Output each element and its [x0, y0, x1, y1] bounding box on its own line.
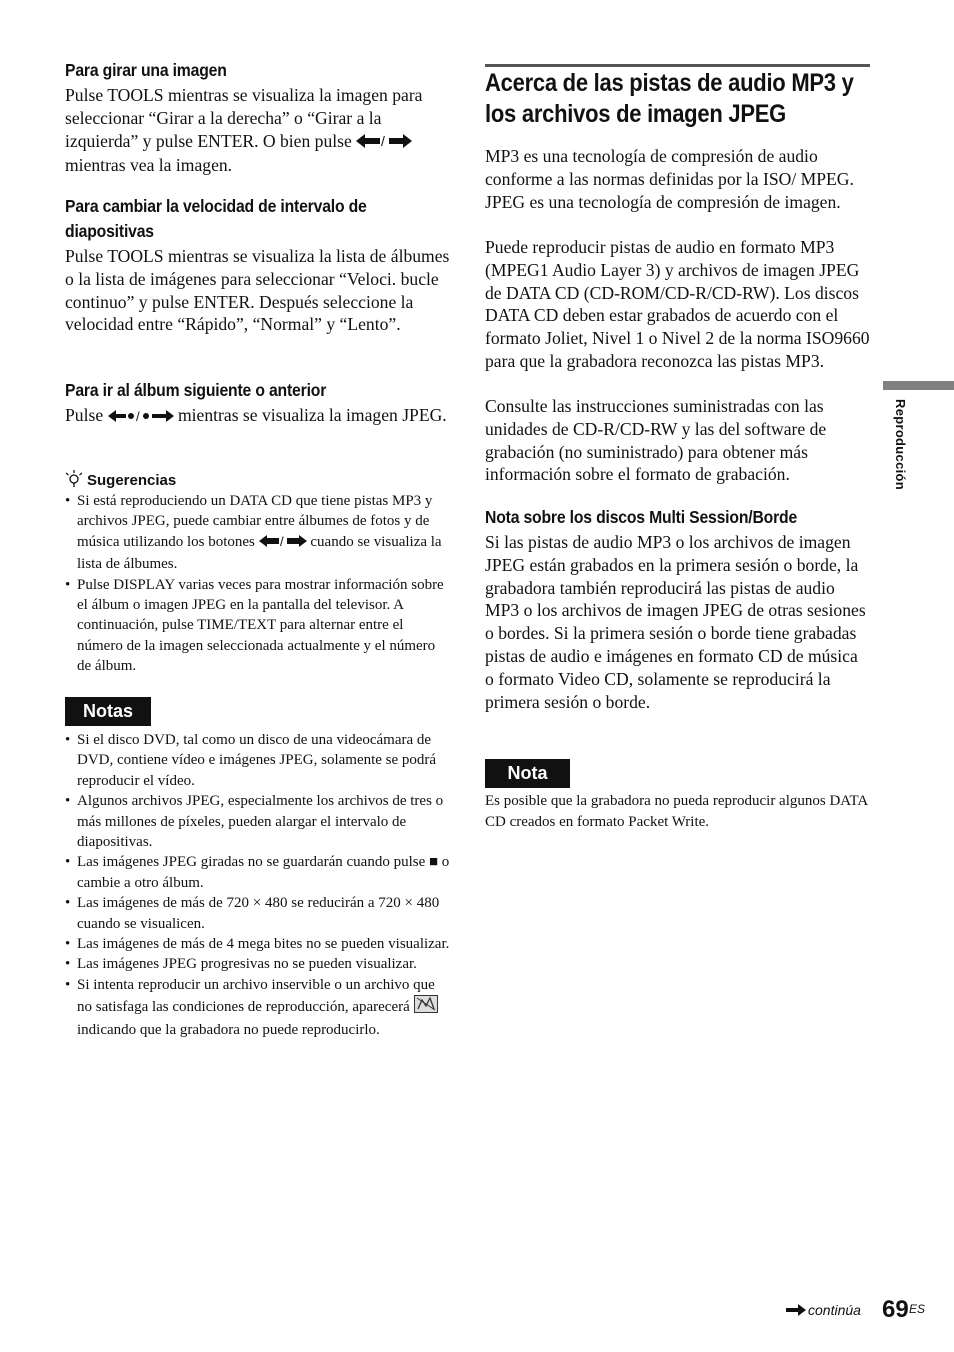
tips-list	[65, 491, 450, 677]
heading-speed: Para cambiar la velocidad de intervalo de diapositivas	[65, 196, 367, 241]
list-item: • Las imágenes JPEG progresivas no se pueden visualizar.	[65, 954, 450, 974]
list-item: • Algunos archivos JPEG, especialmente los archivos de tres o más millones de píxeles, pueden alargar el intervalo de diapositivas.	[65, 791, 450, 852]
invalid-file-icon	[414, 995, 438, 1019]
list-item: • Las imágenes JPEG giradas no se guardarán cuando pulse ■ o cambie a otro álbum.	[65, 852, 450, 893]
continue-arrow-icon	[786, 1302, 808, 1318]
list-item: • Si está reproduciendo un DATA CD que tiene pistas MP3 y archivos JPEG, puede cambiar entre álbumes de fotos y de música utilizando los botones / cuando se visualiza la lista de álbumes.	[65, 491, 450, 575]
note-label: Nota	[485, 759, 570, 788]
list-item: • Si intenta reproducir un archivo inservible o un archivo que no satisfaga las condiciones de reproducción, aparecerá indicando que la grabadora no puede reproducirlo.	[65, 975, 450, 1040]
paragraph-mp3-1: MP3 es una tecnología de compresión de audio conforme a las normas definidas por la ISO/ MPEG. JPEG es una tecnología de compresión de imagen.	[485, 146, 854, 212]
heading-album: Para ir al álbum siguiente o anterior	[65, 380, 327, 400]
list-item: • Si el disco DVD, tal como un disco de una videocámara de DVD, contiene vídeo e imágenes JPEG, solamente se podrá reproducir el vídeo.	[65, 730, 450, 791]
paragraph-note: Es posible que la grabadora no pueda reproducir algunos DATA CD creados en formato Packet Write.	[485, 793, 868, 830]
paragraph-multisession: Si las pistas de audio MP3 o los archivos de imagen JPEG están grabados en la primera sesión o borde, la grabadora también reproducirá las pistas de audio MP3 o los archivos de imagen JPEG de otras sesiones o bordes. Si la primera sesión o borde tiene grabadas pistas de audio e imágenes en formato CD de música o formato Video CD, solamente se reproducirá la primera sesión o borde.	[485, 532, 866, 712]
svg-text:/: /	[279, 533, 284, 548]
notes-list	[65, 730, 450, 1040]
lightbulb-icon	[65, 472, 87, 489]
list-item: • Pulse DISPLAY varias veces para mostrar información sobre el álbum o imagen JPEG en la pantalla del televisor. A continuación, pulse TIME/TEXT para alternar entre el número de la imagen seleccionada actualmente y el número de álbum.	[65, 575, 450, 677]
arrow-left-right-icon	[356, 132, 412, 155]
title-rule	[485, 64, 870, 67]
list-item: • Las imágenes de más de 720 × 480 se reducirán a 720 × 480 cuando se visualicen.	[65, 893, 450, 934]
paragraph-mp3-3: Consulte las instrucciones suministradas con las unidades de CD-R/CD-RW y las del software de grabación (no suministrado) para obtener más información sobre el formato de grabación.	[485, 396, 827, 485]
svg-text:/: /	[381, 132, 386, 149]
page-number: 69	[882, 1296, 909, 1323]
page-title: Acerca de las pistas de audio MP3 y los archivos de imagen JPEG	[485, 69, 854, 128]
continues-indicator: continúa	[786, 1302, 861, 1318]
heading-multisession: Nota sobre los discos Multi Session/Borde	[485, 507, 798, 527]
section-tab-bar	[883, 381, 954, 390]
arrow-left-right-icon	[259, 534, 307, 554]
section-tab-label: Reproducción	[893, 399, 908, 490]
page-language-suffix: ES	[909, 1302, 926, 1316]
list-item: • Las imágenes de más de 4 mega bites no se pueden visualizar.	[65, 934, 450, 954]
paragraph-speed: Pulse TOOLS mientras se visualiza la lista de álbumes o la lista de imágenes para seleccionar “Veloci. bucle continuo” y pulse ENTER. Después seleccione la velocidad entre “Rápido”, “Normal” y “Lento”.	[65, 246, 450, 335]
paragraph-mp3-2: Puede reproducir pistas de audio en formato MP3 (MPEG1 Audio Layer 3) y archivos de imagen JPEG de DATA CD (CD-ROM/CD-R/CD-RW). Los discos DATA CD deben estar grabados de acuerdo con el formato Joliet, Nivel 1 o Nivel 2 de la norma ISO9660 para que la grabadora reconozca las pistas MP3.	[485, 237, 870, 371]
notes-label: Notas	[65, 697, 151, 726]
svg-text:/: /	[135, 409, 140, 423]
prev-next-album-icon	[108, 406, 174, 429]
tips-heading: Sugerencias	[65, 470, 176, 491]
heading-rotate: Para girar una imagen	[65, 60, 227, 80]
paragraph-rotate: Pulse TOOLS mientras se visualiza la imagen para seleccionar “Girar a la derecha” o “Girar a la izquierda” y pulse ENTER. O bien pulse / mientras vea la imagen.	[65, 85, 423, 176]
paragraph-album: Pulse / mientras se visualiza la imagen JPEG.	[65, 404, 450, 429]
stop-symbol: ■	[428, 854, 439, 871]
